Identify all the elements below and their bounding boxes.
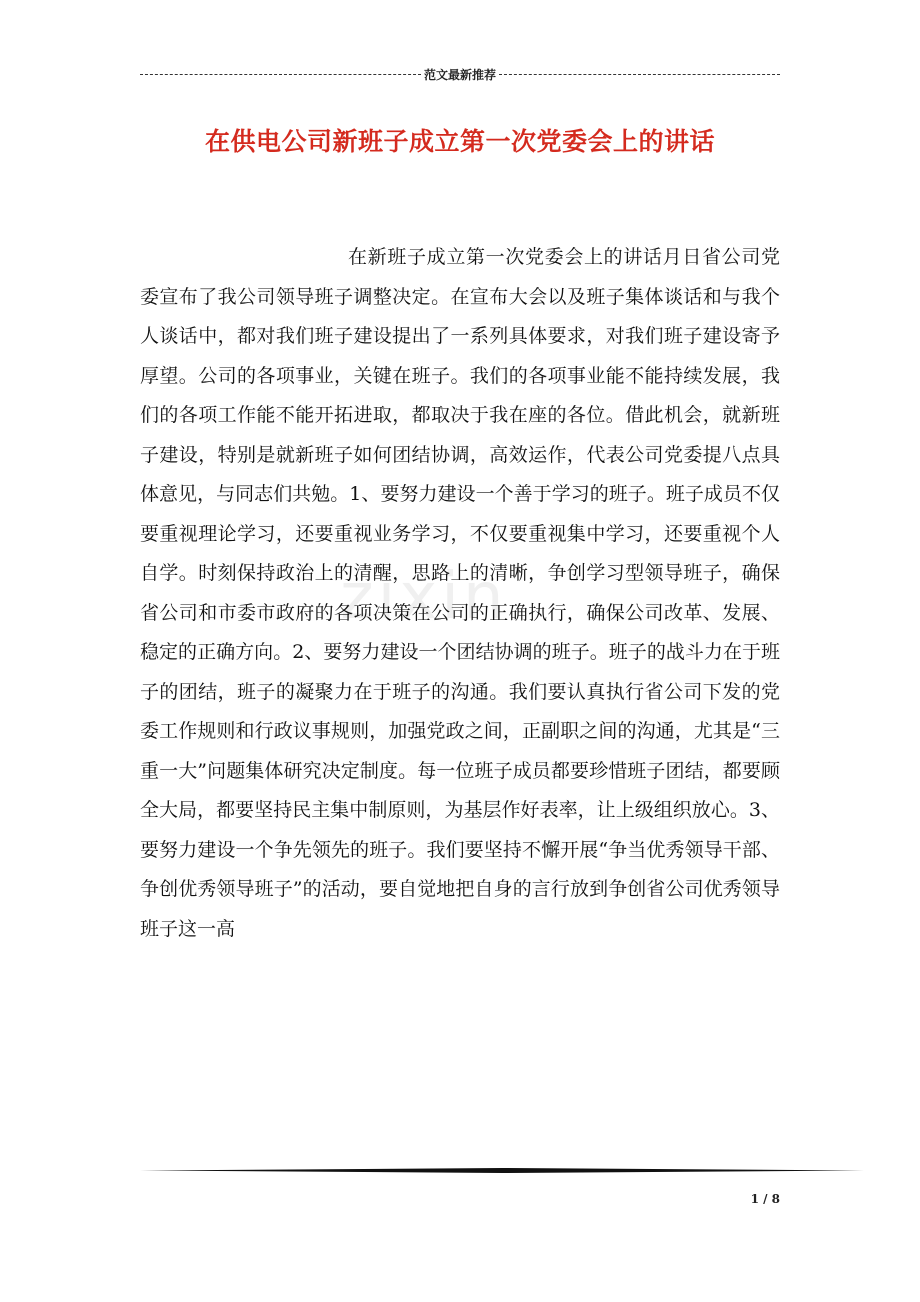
header-dash-right: [499, 74, 780, 75]
watermark: zixin: [340, 560, 508, 634]
page-header: [140, 66, 780, 83]
header-text: 范文最新推荐: [424, 68, 497, 82]
header-dash-left: [140, 74, 421, 75]
document-title: 在供电公司新班子成立第一次党委会上的讲话: [204, 127, 715, 156]
body-paragraph: 在新班子成立第一次党委会上的讲话月日省公司党委宣布了我公司领导班子调整决定。在宣布大会以及班子集体谈话和与我个人谈话中，都对我们班子建设提出了一系列具体要求，对我们班子建设寄予厚望。公司的各项事业，关键在班子。我们的各项事业能不能持续发展，我们的各项工作能不能开拓进取，都取决于我在座的各位。借此机会，就新班子建设，特别是就新班子如何团结协调，高效运作，代表公司党委提八点具体意见，与同志们共勉。1、要努力建设一个善于学习的班子。班子成员不仅要重视理论学习，还要重视业务学习，不仅要重视集中学习，还要重视个人自学。时刻保持政治上的清醒，思路上的清晰，争创学习型领导班子，确保省公司和市委市政府的各项决策在公司的正确执行，确保公司改革、发展、稳定的正确方向。2、要努力建设一个团结协调的班子。班子的战斗力在于班子的团结，班子的凝聚力在于班子的沟通。我们要认真执行省公司下发的党委工作规则和行政议事规则，加强党政之间，正副职之间的沟通，尤其是“三重一大”问题集体研究决定制度。每一位班子成员都要珍惜班子团结，都要顾全大局，都要坚持民主集中制原则，为基层作好表率，让上级组织放心。3、要努力建设一个争先领先的班子。我们要坚持不懈开展“争当优秀领导干部、争创优秀领导班子”的活动，要自觉地把自身的言行放到争创省公司优秀领导班子这一高: [140, 246, 780, 940]
footer-rule: [140, 1168, 864, 1173]
page-number: 1 / 8: [750, 1192, 780, 1206]
